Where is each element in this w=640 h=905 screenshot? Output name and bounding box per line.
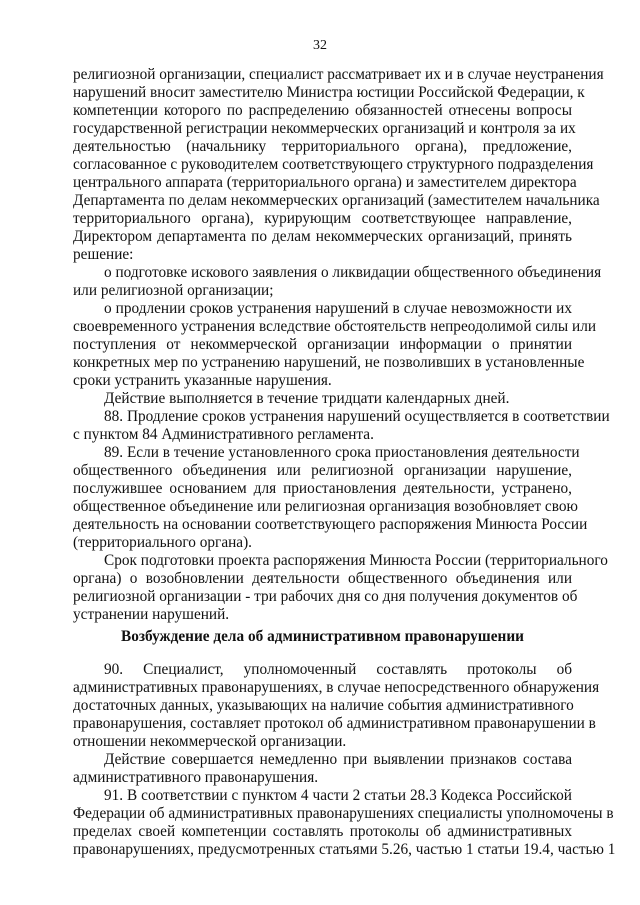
text-line: 88. Продление сроков устранения нарушений осуществляется в соответствии	[104, 408, 610, 425]
text-line: 90. Специалист, уполномоченный составлять протоколы об	[104, 661, 572, 678]
paragraph	[73, 390, 572, 408]
text-line: компетенции которого по распределению обязанностей отнесены вопросы	[73, 102, 572, 119]
text-line: Федерации об административных правонарушениях специалисты уполномочены в	[73, 805, 614, 822]
document-body	[73, 66, 616, 859]
text-line: согласованное с руководителем соответствующего структурного подразделения	[73, 156, 594, 173]
text-line: религиозной организации, специалист рассматривает их и в случае неустранения	[73, 66, 604, 83]
text-line: (территориального органа).	[73, 534, 253, 551]
text-line: с пунктом 84 Административного регламента.	[73, 426, 374, 443]
paragraph	[73, 751, 572, 787]
paragraph	[73, 444, 588, 552]
text-line: государственной регистрации некоммерческих организаций и контроля за их	[73, 120, 576, 137]
text-line: 89. Если в течение установленного срока приостановления деятельности	[104, 444, 580, 461]
text-line: достаточных данных, указывающих на наличие события административного	[73, 697, 574, 714]
text-line: общественное объединение или религиозная организация возобновляет свою	[73, 498, 578, 515]
paragraph	[73, 787, 616, 859]
text-line: Действие выполняется в течение тридцати календарных дней.	[104, 390, 510, 407]
paragraph	[73, 552, 608, 624]
text-line: или религиозной организации;	[73, 282, 274, 299]
text-line: решение:	[73, 246, 134, 263]
text-line: нарушений вносит заместителю Министра юстиции Российской Федерации, к	[73, 84, 585, 101]
text-line: о продлении сроков устранения нарушений в случае невозможности их	[104, 300, 572, 317]
text-line: административных правонарушениях, в случае непосредственного обнаружения	[73, 679, 600, 696]
text-line: административного правонарушения.	[73, 769, 319, 786]
paragraph	[73, 300, 597, 390]
text-line: Департамента по делам некоммерческих организаций (заместителем начальника	[73, 192, 600, 209]
section-heading: Возбуждение дела об административном правонарушении	[121, 628, 524, 645]
text-line: Срок подготовки проекта распоряжения Минюста России (территориального	[104, 552, 608, 569]
page-number: 32	[313, 38, 327, 53]
text-line: послужившее основанием для приостановления деятельности, устранено,	[73, 480, 572, 497]
text-line: пределах своей компетенции составлять протоколы об административных	[73, 823, 572, 840]
paragraph	[73, 66, 604, 264]
text-line: отношении некоммерческой организации.	[73, 733, 347, 750]
text-line: 91. В соответствии с пунктом 4 части 2 статьи 28.3 Кодекса Российской	[104, 787, 572, 804]
text-line: правонарушениях, предусмотренных статьями 5.26, частью 1 статьи 19.4, частью 1	[73, 841, 616, 858]
text-line: органа) о возобновлении деятельности общественного объединения или	[73, 570, 572, 587]
text-line: правонарушения, составляет протокол об административном правонарушении в	[73, 715, 596, 732]
text-line: сроки устранить указанные нарушения.	[73, 372, 332, 389]
text-line: общественного объединения или религиозной организации нарушение,	[73, 462, 572, 479]
text-line: Действие совершается немедленно при выявлении признаков состава	[104, 751, 572, 768]
text-line: устранении нарушений.	[73, 606, 230, 623]
text-line: своевременного устранения вследствие обстоятельств непреодолимой силы или	[73, 318, 597, 335]
text-line: религиозной организации - три рабочих дня со дня получения документов об	[73, 588, 578, 605]
text-line: Директором департамента по делам некоммерческих организаций, принять	[73, 228, 572, 245]
text-line: деятельностью (начальнику территориального органа), предложение,	[73, 138, 572, 155]
text-line: о подготовке искового заявления о ликвидации общественного объединения	[104, 264, 602, 281]
paragraph	[73, 408, 610, 444]
paragraph	[73, 661, 600, 751]
paragraph	[73, 264, 602, 300]
text-line: деятельность на основании соответствующего распоряжения Минюста России	[73, 516, 588, 533]
text-line: поступления от некоммерческой организации информации о принятии	[73, 336, 572, 353]
text-line: центрального аппарата (территориального органа) и заместителем директора	[73, 174, 577, 191]
text-line: территориального органа), курирующим соответствующее направление,	[73, 210, 572, 227]
text-line: конкретных мер по устранению нарушений, не позволивших в установленные	[73, 354, 585, 371]
